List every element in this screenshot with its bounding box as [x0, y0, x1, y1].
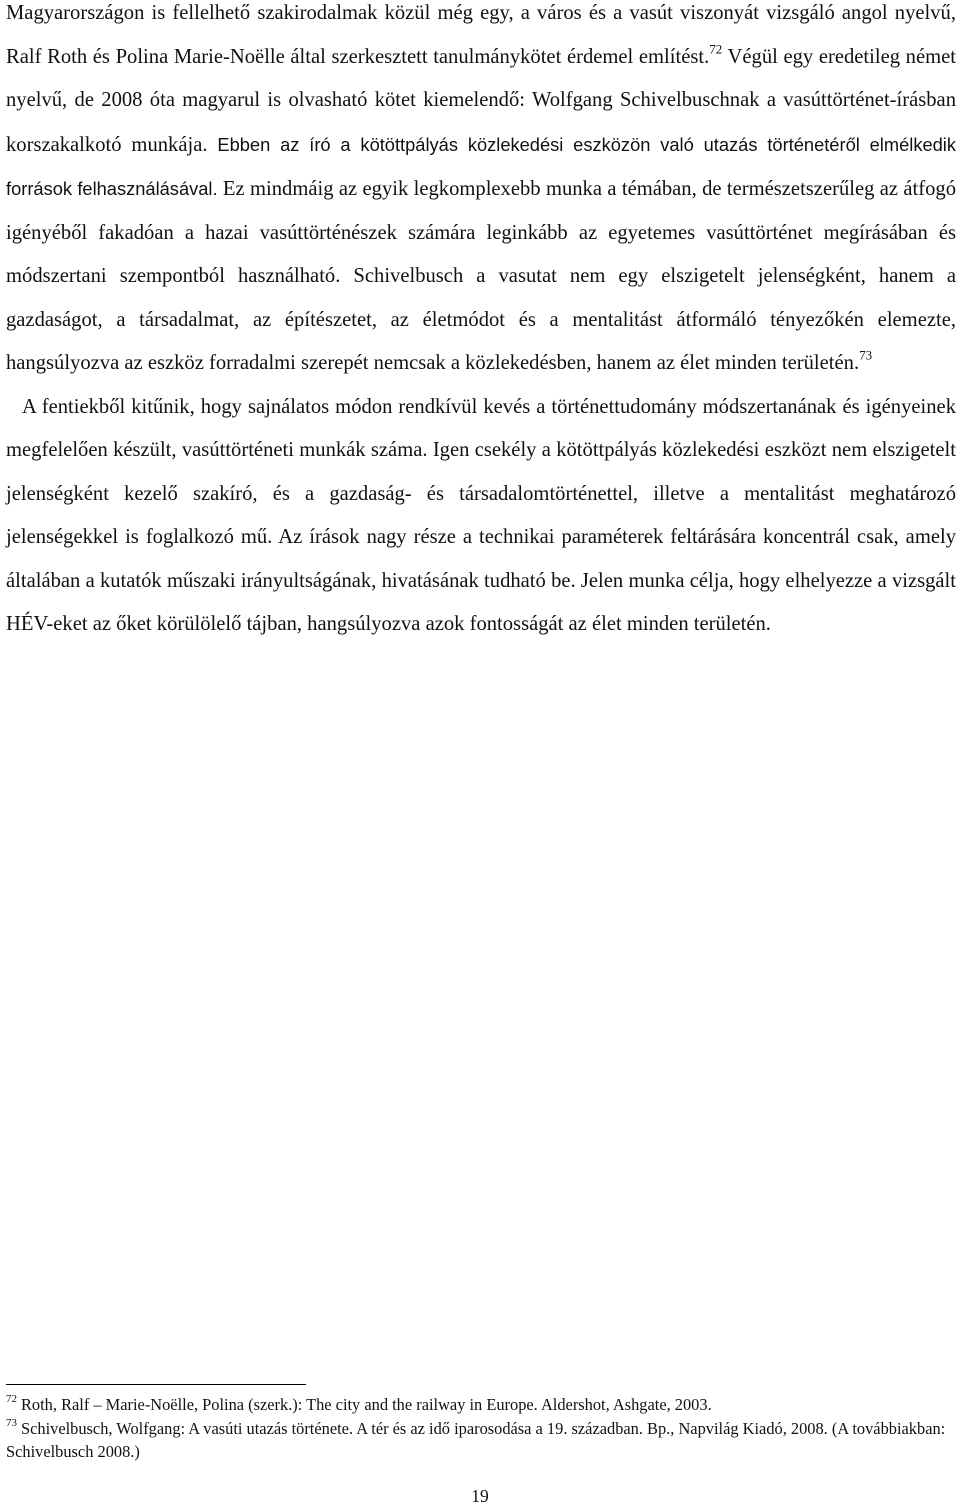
footnote-text: Roth, Ralf – Marie-Noëlle, Polina (szerk.): The city and the railway in Europe. Aldershot, Ashgate, 2003. — [21, 1395, 712, 1414]
footnote-number: 73 — [6, 1416, 17, 1429]
page-body — [6, 0, 956, 647]
footnote-separator — [6, 1384, 306, 1385]
paragraph-1-sentence-3: Ebben az író a kötöttpályás közlekedési eszközön való utazás történetéről elmélkedik források felhasználásával. — [6, 133, 956, 199]
footnote-number: 72 — [6, 1393, 17, 1406]
footnote-73 — [6, 1417, 956, 1464]
footnote-reference-72[interactable]: 72 — [709, 40, 723, 56]
paragraph-1-sentence-2: Végül egy eredetileg német nyelvű, de 2008 óta magyarul is olvasható kötet kiemelendő: Wolfgang Schivelbuschnak a vasúttörténet-írásban korszakalkotó munkája. — [6, 45, 956, 156]
footnote-text: Schivelbusch, Wolfgang: A vasúti utazás története. A tér és az idő iparosodása a 19. században. Bp., Napvilág Kiadó, 2008. (A továbbiakban: Schivelbusch 2008.) — [6, 1418, 946, 1461]
page-number: 19 — [471, 1486, 489, 1506]
paragraph-1-sentence-4: Ez mindmáig az egyik legkomplexebb munka a témában, de természetszerűleg az átfogó igényéből fakadóan a hazai vasúttörténészek számára leginkább az egyetemes vasúttörténet megírásában és módszertani szempontból használható. Schivelbusch a vasutat nem egy elszigetelt jelenségként, hanem a gazdaságot, a társadalmat, az építészetet, az életmódot és a mentalitást átformáló tényezőkén elemezte, hangsúlyozva az eszköz forradalmi szerepét nemcsak a közlekedésben, hanem az élet minden területén. — [6, 178, 957, 374]
footnote-72 — [6, 1393, 956, 1417]
footnotes — [6, 1393, 956, 1464]
footnote-reference-73[interactable]: 73 — [859, 347, 873, 363]
paragraph-2: A fentiekből kitűnik, hogy sajnálatos módon rendkívül kevés a történettudomány módszertanának és igényeinek megfelelően készült, vasúttörténeti munkák száma. Igen csekély a kötöttpályás közlekedési eszközt nem elszigetelt jelenségként kezelő szakíró, és a gazdaság- és társadalomtörténettel, illetve a mentalitást meghatározó jelenségekkel is foglalkozó mű. Az írások nagy része a technikai paraméterek feltárására koncentrál csak, amely általában a kutatók műszaki irányultságának, hivatásának tudható be. Jelen munka célja, hogy elhelyezze a vizsgált HÉV-eket az őket körülölelő tájban, hangsúlyozva azok fontosságát az élet minden területén. — [6, 395, 956, 635]
paragraph-1 — [6, 0, 956, 386]
paragraph-1-sentence-1: Magyarországon is fellelhető szakirodalmak közül még egy, a város és a vasút viszonyát vizsgáló angol nyelvű, Ralf Roth és Polina Marie-Noëlle által szerkesztett tanulmánykötet érdemel említést. — [6, 2, 956, 68]
